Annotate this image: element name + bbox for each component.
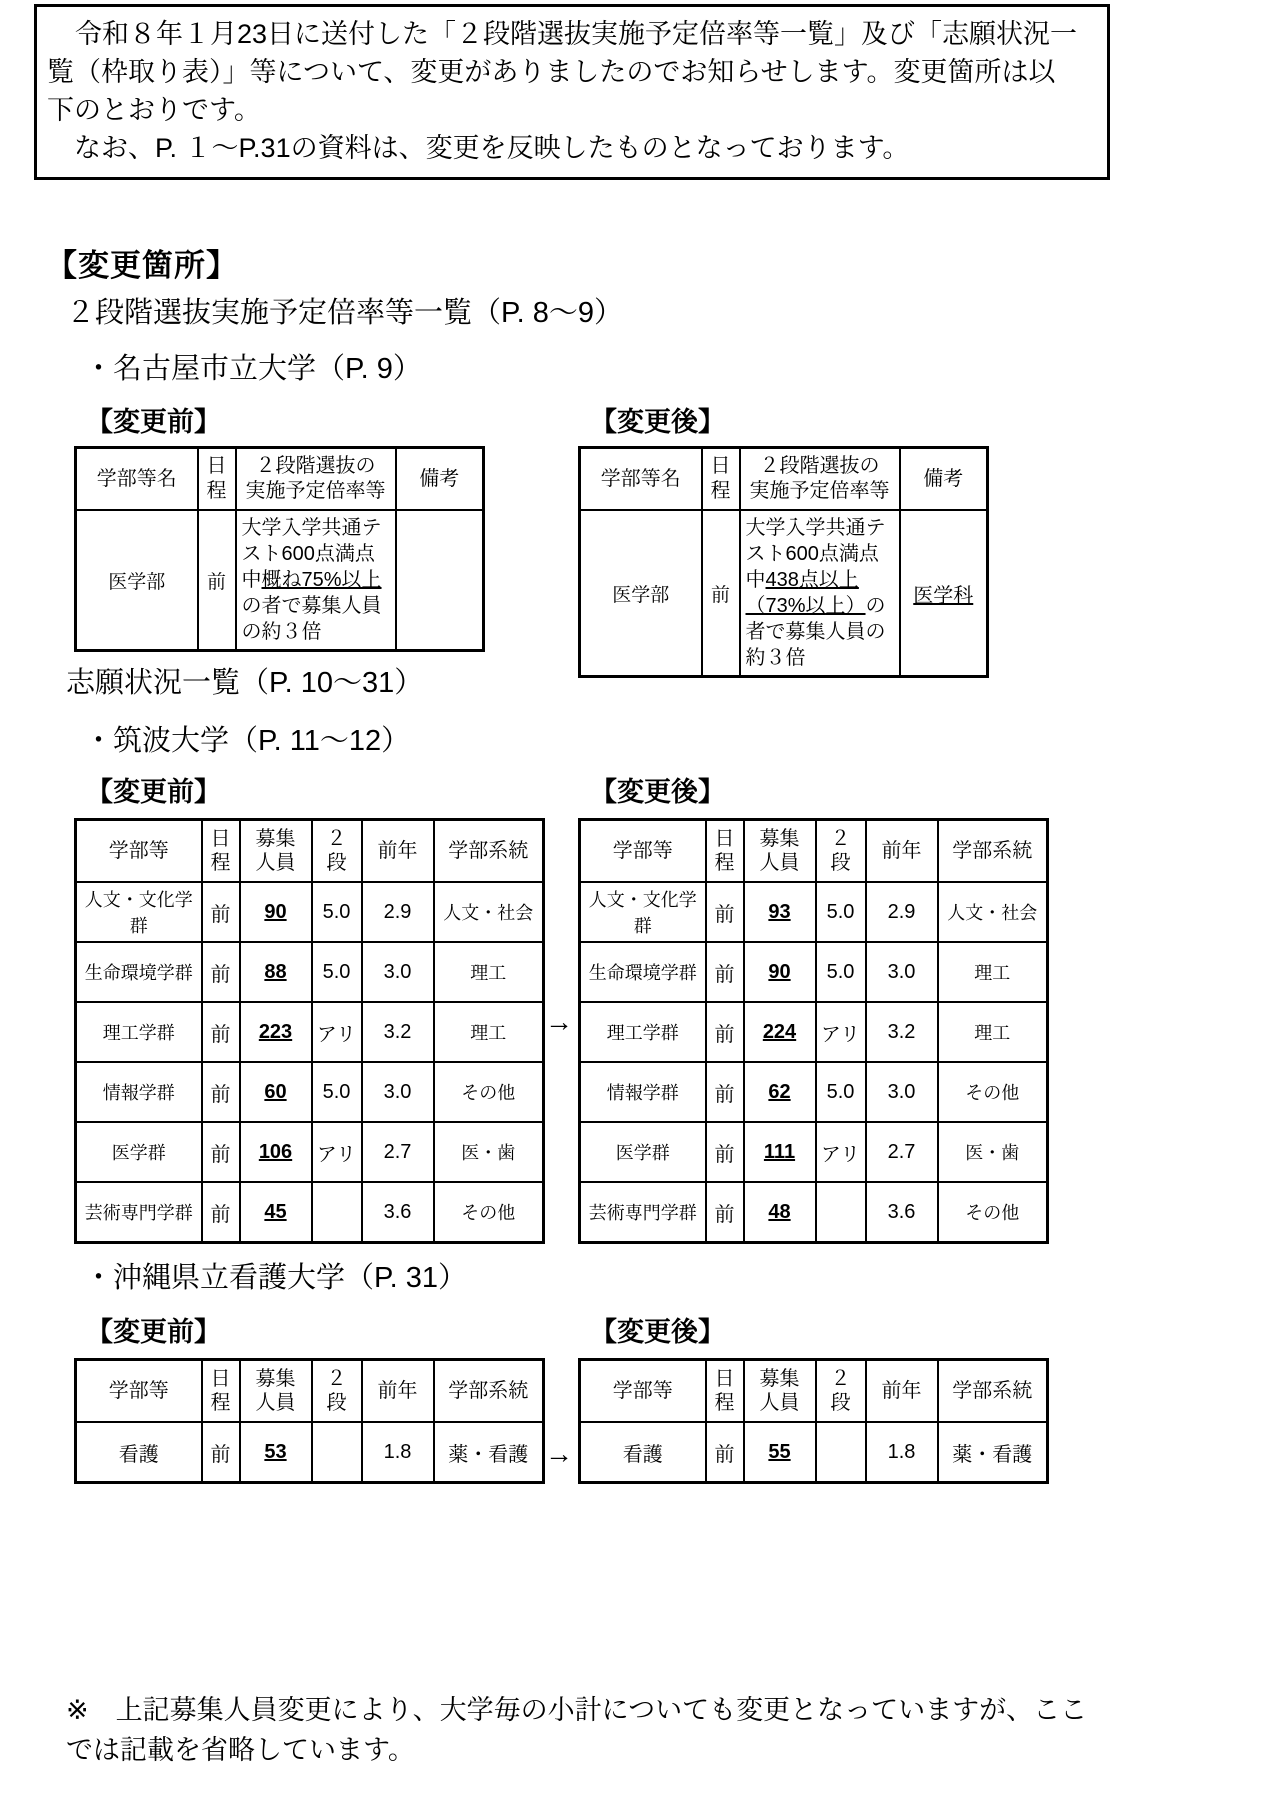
section-heading-application-list: 志願状況一覧（P. 10〜31） [66,667,424,699]
table-row [76,1182,544,1243]
cell-field: その他 [938,1062,1048,1122]
quota-value: 48 [768,1200,791,1223]
header-schedule-line1: 日 [714,828,735,850]
ratio-underline-3: 上） [825,595,866,617]
cell-faculty: 生命環境学群 [580,942,706,1002]
label-after-nagoya: 【変更後】 [590,407,725,437]
quota-value: 45 [264,1200,287,1223]
cell-prev-year: 3.0 [362,1062,434,1122]
header-quota-line1: 募集 [255,1368,296,1390]
cell-faculty: 人文・文化学群 [76,882,202,942]
table-nagoya-after [578,446,989,678]
ratio-text-3: の者で [241,595,302,617]
quota-value: 55 [768,1440,791,1463]
header-stage2 [816,820,866,883]
cell-stage2: 5.0 [312,1062,362,1122]
cell-schedule: 前 [706,942,744,1002]
header-schedule-line1: 日 [714,1368,735,1390]
header-faculty: 学部等名 [76,448,198,511]
header-stage2-line2: 段 [326,852,347,874]
cell-faculty: 医学群 [580,1122,706,1182]
cell-schedule: 前 [706,1182,744,1243]
cell-field: 医・歯 [938,1122,1048,1182]
cell-quota [240,1002,312,1062]
quota-value: 53 [264,1440,287,1463]
table-header-row [580,820,1048,883]
header-schedule-line1: 日 [206,455,227,477]
cell-ratio [740,510,900,677]
table-row [76,1422,544,1483]
notice-line-2: 覧（枠取り表）」等について、変更がありましたのでお知らせします。変更箇所は以 [47,57,1056,87]
cell-schedule: 前 [202,882,240,942]
cell-stage2 [816,1182,866,1243]
footnote [66,1690,1126,1770]
cell-stage2 [312,1182,362,1243]
cell-field: 人文・社会 [434,882,544,942]
ratio-text-4: 募集人員の約３倍 [241,595,382,643]
header-schedule-line2: 程 [714,852,735,874]
remark-text: 医学科 [913,584,974,607]
cell-faculty: 情報学群 [76,1062,202,1122]
cell-prev-year: 3.0 [866,942,938,1002]
ratio-text-2: ト600点満点中 [241,543,375,591]
cell-prev-year: 1.8 [866,1422,938,1483]
cell-stage2: アリ [816,1122,866,1182]
header-remark: 備考 [900,448,988,511]
header-ratio-line1: ２段階選抜の [759,455,880,477]
header-faculty: 学部等 [76,1360,202,1423]
table-row [580,882,1048,942]
header-schedule-line2: 程 [714,1392,735,1414]
cell-prev-year: 2.7 [362,1122,434,1182]
cell-quota [240,1122,312,1182]
table-row [76,882,544,942]
table-row [76,942,544,1002]
cell-field: 理工 [938,1002,1048,1062]
cell-prev-year: 2.7 [866,1122,938,1182]
header-quota-line2: 人員 [759,1392,800,1414]
cell-stage2: 5.0 [816,942,866,1002]
cell-schedule: 前 [202,1182,240,1243]
cell-faculty: 理工学群 [580,1002,706,1062]
ratio-text-4: 員の約３倍 [745,621,886,669]
cell-schedule: 前 [202,942,240,1002]
table-okinawa-after [578,1358,1049,1484]
header-remark: 備考 [396,448,484,511]
ratio-underline-2: 点以上（73%以 [745,569,859,617]
header-schedule-line2: 程 [206,480,227,502]
cell-stage2: 5.0 [312,882,362,942]
university-heading-tsukuba: ・筑波大学（P. 11〜12） [84,725,411,757]
cell-prev-year: 3.6 [866,1182,938,1243]
table-header-row [76,820,544,883]
cell-prev-year: 3.0 [866,1062,938,1122]
table-row [580,1122,1048,1182]
cell-prev-year: 3.6 [362,1182,434,1243]
header-stage2-line1: ２ [326,828,347,850]
ratio-text-1: 大学入学共通テス [745,517,886,565]
ratio-text-2: ト600点満点中 [745,543,879,591]
header-faculty: 学部等 [76,820,202,883]
table-tsukuba-before [74,818,545,1244]
cell-field: 理工 [938,942,1048,1002]
cell-schedule: 前 [702,510,740,677]
table-header-row [76,448,484,511]
table-row [76,1002,544,1062]
cell-field: その他 [434,1182,544,1243]
table-row [76,1062,544,1122]
table-tsukuba-after [578,818,1049,1244]
header-ratio-line1: ２段階選抜の [255,455,376,477]
cell-quota [744,942,816,1002]
header-stage2 [312,820,362,883]
table-body-tsukuba-before [76,882,544,1243]
cell-faculty: 医学部 [76,510,198,651]
header-quota-line2: 人員 [759,852,800,874]
university-heading-okinawa: ・沖縄県立看護大学（P. 31） [84,1262,467,1294]
quota-value: 93 [768,900,791,923]
header-stage2 [816,1360,866,1423]
table-body-okinawa-before [76,1422,544,1483]
cell-schedule: 前 [202,1122,240,1182]
ratio-underline-1: 概 [261,569,282,591]
header-quota [744,820,816,883]
cell-prev-year: 3.0 [362,942,434,1002]
table-row [580,1422,1048,1483]
cell-stage2 [816,1422,866,1483]
table-body-okinawa-after [580,1422,1048,1483]
header-ratio-line2: 実施予定倍率等 [749,480,890,502]
ratio-text-1: 大学入学共通テス [241,517,382,565]
notice-box [34,4,1110,180]
quota-value: 88 [264,960,287,983]
table-row [580,510,988,677]
header-faculty: 学部等 [580,820,706,883]
header-schedule [702,448,740,511]
table-row [580,1002,1048,1062]
cell-stage2: アリ [312,1122,362,1182]
footnote-line-1: ※ 上記募集人員変更により、大学毎の小計についても変更となっていますが、ここ [66,1695,1088,1725]
cell-faculty: 芸術専門学群 [76,1182,202,1243]
header-stage2-line1: ２ [830,1368,851,1390]
header-schedule-line1: 日 [210,1368,231,1390]
header-prev-year: 前年 [866,1360,938,1423]
label-after-okinawa: 【変更後】 [590,1317,725,1347]
ratio-text-3: の者で募集人 [745,595,886,643]
section-heading-changes: 【変更箇所】 [46,248,238,283]
header-field: 学部系統 [938,820,1048,883]
header-prev-year: 前年 [362,820,434,883]
header-ratio [740,448,900,511]
cell-schedule: 前 [202,1422,240,1483]
cell-schedule: 前 [706,1122,744,1182]
quota-value: 224 [762,1020,797,1043]
cell-schedule: 前 [706,1062,744,1122]
cell-quota [744,1182,816,1243]
notice-line-4: なお、P. １〜P.31の資料は、変更を反映したものとなっております。 [47,133,910,163]
university-heading-nagoya: ・名古屋市立大学（P. 9） [84,353,422,385]
cell-field: その他 [938,1182,1048,1243]
footnote-line-2: では記載を省略しています。 [66,1735,415,1765]
table-row [580,1062,1048,1122]
header-quota [240,820,312,883]
quota-value: 90 [264,900,287,923]
cell-schedule: 前 [198,510,236,651]
header-quota-line2: 人員 [255,852,296,874]
section-heading-ratio-list: ２段階選抜実施予定倍率等一覧（P. 8〜9） [66,297,623,329]
cell-field: 理工 [434,1002,544,1062]
cell-prev-year: 3.2 [362,1002,434,1062]
table-body-tsukuba-after [580,882,1048,1243]
header-schedule [706,1360,744,1423]
notice-line-3: 下のとおりです。 [47,95,261,125]
cell-quota [240,1182,312,1243]
header-schedule [706,820,744,883]
cell-remark [900,510,988,677]
cell-field: その他 [434,1062,544,1122]
cell-quota [744,1062,816,1122]
quota-value: 223 [258,1020,293,1043]
table-row [580,1182,1048,1243]
header-quota-line1: 募集 [759,1368,800,1390]
header-field: 学部系統 [434,1360,544,1423]
header-ratio [236,448,396,511]
header-quota-line1: 募集 [759,828,800,850]
cell-schedule: 前 [202,1062,240,1122]
ratio-underline-1: 438 [765,569,799,591]
cell-faculty: 看護 [580,1422,706,1483]
label-before-nagoya: 【変更前】 [86,407,221,437]
cell-schedule: 前 [202,1002,240,1062]
header-stage2-line1: ２ [326,1368,347,1390]
cell-field: 薬・看護 [938,1422,1048,1483]
header-stage2-line2: 段 [326,1392,347,1414]
table-nagoya-before [74,446,485,652]
header-faculty: 学部等名 [580,448,702,511]
cell-ratio [236,510,396,651]
header-schedule-line2: 程 [210,852,231,874]
cell-quota [744,1422,816,1483]
cell-remark [396,510,484,651]
cell-stage2: 5.0 [312,942,362,1002]
table-header-row [76,1360,544,1423]
cell-stage2 [312,1422,362,1483]
change-arrow-tsukuba: → [545,1006,573,1037]
cell-stage2: 5.0 [816,882,866,942]
header-stage2 [312,1360,362,1423]
cell-prev-year: 2.9 [866,882,938,942]
cell-quota [240,882,312,942]
cell-quota [744,882,816,942]
header-prev-year: 前年 [362,1360,434,1423]
header-faculty: 学部等 [580,1360,706,1423]
header-field: 学部系統 [434,820,544,883]
header-prev-year: 前年 [866,820,938,883]
header-quota [240,1360,312,1423]
table-row [76,1122,544,1182]
change-arrow-okinawa: → [545,1438,573,1469]
header-schedule-line1: 日 [210,828,231,850]
cell-faculty: 医学群 [76,1122,202,1182]
cell-faculty: 看護 [76,1422,202,1483]
table-header-row [580,448,988,511]
cell-prev-year: 2.9 [362,882,434,942]
cell-faculty: 医学部 [580,510,702,677]
header-schedule-line2: 程 [210,1392,231,1414]
cell-schedule: 前 [706,882,744,942]
cell-stage2: アリ [312,1002,362,1062]
header-stage2-line2: 段 [830,852,851,874]
header-field: 学部系統 [938,1360,1048,1423]
cell-faculty: 情報学群 [580,1062,706,1122]
table-row [580,942,1048,1002]
label-after-tsukuba: 【変更後】 [590,777,725,807]
cell-quota [240,1062,312,1122]
cell-stage2: アリ [816,1002,866,1062]
cell-schedule: 前 [706,1422,744,1483]
cell-field: 医・歯 [434,1122,544,1182]
header-ratio-line2: 実施予定倍率等 [245,480,386,502]
table-header-row [580,1360,1048,1423]
ratio-underline-2: ね75%以上 [281,569,382,591]
cell-prev-year: 1.8 [362,1422,434,1483]
header-schedule-line1: 日 [710,455,731,477]
header-stage2-line1: ２ [830,828,851,850]
quota-value: 62 [768,1080,791,1103]
cell-faculty: 芸術専門学群 [580,1182,706,1243]
quota-value: 90 [768,960,791,983]
cell-field: 人文・社会 [938,882,1048,942]
cell-quota [240,1422,312,1483]
header-quota [744,1360,816,1423]
notice-line-1: 令和８年１月23日に送付した「２段階選抜実施予定倍率等一覧」及び「志願状況一 [75,19,1078,49]
header-schedule [202,820,240,883]
cell-faculty: 理工学群 [76,1002,202,1062]
cell-quota [744,1002,816,1062]
header-schedule [198,448,236,511]
quota-value: 111 [763,1140,796,1163]
header-quota-line2: 人員 [255,1392,296,1414]
header-schedule [202,1360,240,1423]
cell-quota [240,942,312,1002]
table-okinawa-before [74,1358,545,1484]
cell-quota [744,1122,816,1182]
table-row [76,510,484,651]
quota-value: 60 [264,1080,287,1103]
cell-faculty: 人文・文化学群 [580,882,706,942]
label-before-okinawa: 【変更前】 [86,1317,221,1347]
cell-faculty: 生命環境学群 [76,942,202,1002]
quota-value: 106 [258,1140,293,1163]
label-before-tsukuba: 【変更前】 [86,777,221,807]
cell-field: 理工 [434,942,544,1002]
cell-stage2: 5.0 [816,1062,866,1122]
header-quota-line1: 募集 [255,828,296,850]
cell-schedule: 前 [706,1002,744,1062]
header-schedule-line2: 程 [710,480,731,502]
cell-field: 薬・看護 [434,1422,544,1483]
cell-prev-year: 3.2 [866,1002,938,1062]
header-stage2-line2: 段 [830,1392,851,1414]
